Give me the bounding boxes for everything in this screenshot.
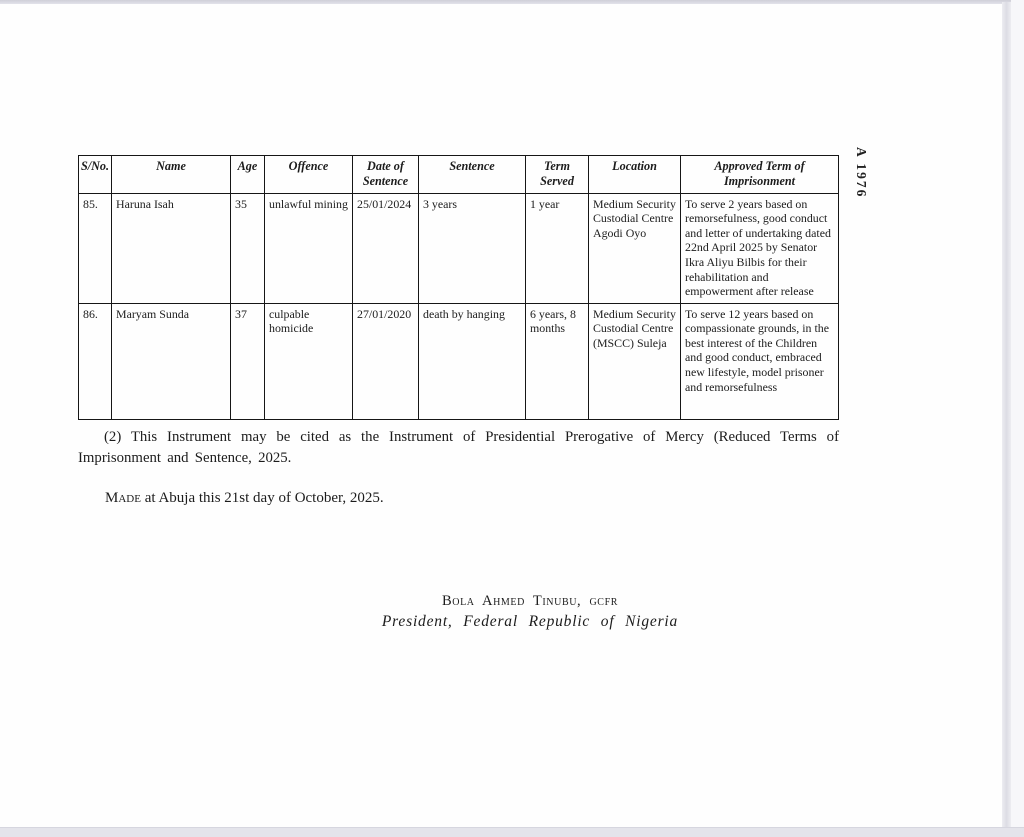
signature-block	[150, 593, 910, 631]
cell-approved-term: To serve 2 years based on remorsefulness, good conduct and letter of undertaking dated 22nd April 2025 by Senator Ikra Aliyu Bilbis for their rehabilitation and empowerment after release	[681, 193, 839, 303]
cell-age: 37	[231, 303, 265, 419]
president-title: President, Federal Republic of Nigeria	[381, 613, 679, 630]
cell-sentence: death by hanging	[419, 303, 526, 419]
prerogative-of-mercy-table	[78, 155, 839, 420]
col-header-offence: Offence	[265, 156, 353, 194]
table-row-85	[79, 193, 839, 303]
citation-clause: (2) This Instrument may be cited as the Instrument of Presidential Prerogative of Mercy (Reduced Terms of Imprisonment and Sentence, 2025.	[78, 429, 839, 466]
cell-term-served: 6 years, 8 months	[526, 303, 589, 419]
col-header-age: Age	[231, 156, 265, 194]
cell-name: Maryam Sunda	[112, 303, 231, 419]
cell-sentence: 3 years	[419, 193, 526, 303]
cell-location: Medium Security Custodial Centre (MSCC) Suleja	[589, 303, 681, 419]
made-at-abuja-line	[78, 490, 384, 507]
page-right-edge	[1002, 2, 1011, 837]
president-name-text: Bola Ahmed Tinubu,	[441, 593, 582, 609]
cell-date-of-sentence: 25/01/2024	[353, 193, 419, 303]
cell-approved-term: To serve 12 years based on compassionate grounds, in the best interest of the Children and good conduct, embraced new lifestyle, model prisoner and remorsefulness	[681, 303, 839, 419]
col-header-name: Name	[112, 156, 231, 194]
cell-sno: 86.	[79, 303, 112, 419]
president-postnominal: gcfr	[581, 593, 619, 609]
made-line-rest: at Abuja this 21st day of October, 2025.	[140, 490, 384, 506]
col-header-location: Location	[589, 156, 681, 194]
cell-date-of-sentence: 27/01/2020	[353, 303, 419, 419]
col-header-sentence: Sentence	[419, 156, 526, 194]
cell-sno: 85.	[79, 193, 112, 303]
page-top-edge	[0, 0, 1024, 4]
cell-location: Medium Security Custodial Centre Agodi Oyo	[589, 193, 681, 303]
cell-name: Haruna Isah	[112, 193, 231, 303]
table-header-row	[79, 156, 839, 194]
cell-age: 35	[231, 193, 265, 303]
made-word: Made	[105, 490, 141, 506]
col-header-date-of-sentence: Date of Sentence	[353, 156, 419, 194]
cell-term-served: 1 year	[526, 193, 589, 303]
table-row-86	[79, 303, 839, 419]
cell-offence: culpable homicide	[265, 303, 353, 419]
page-bottom-edge	[0, 828, 1024, 837]
col-header-approved-term: Approved Term of Imprisonment	[681, 156, 839, 194]
page-right-margin	[1011, 0, 1024, 837]
col-header-term-served: Term Served	[526, 156, 589, 194]
margin-page-number: A 1976	[854, 147, 869, 199]
col-header-sno: S/No.	[79, 156, 112, 194]
cell-offence: unlawful mining	[265, 193, 353, 303]
president-name	[150, 593, 910, 610]
